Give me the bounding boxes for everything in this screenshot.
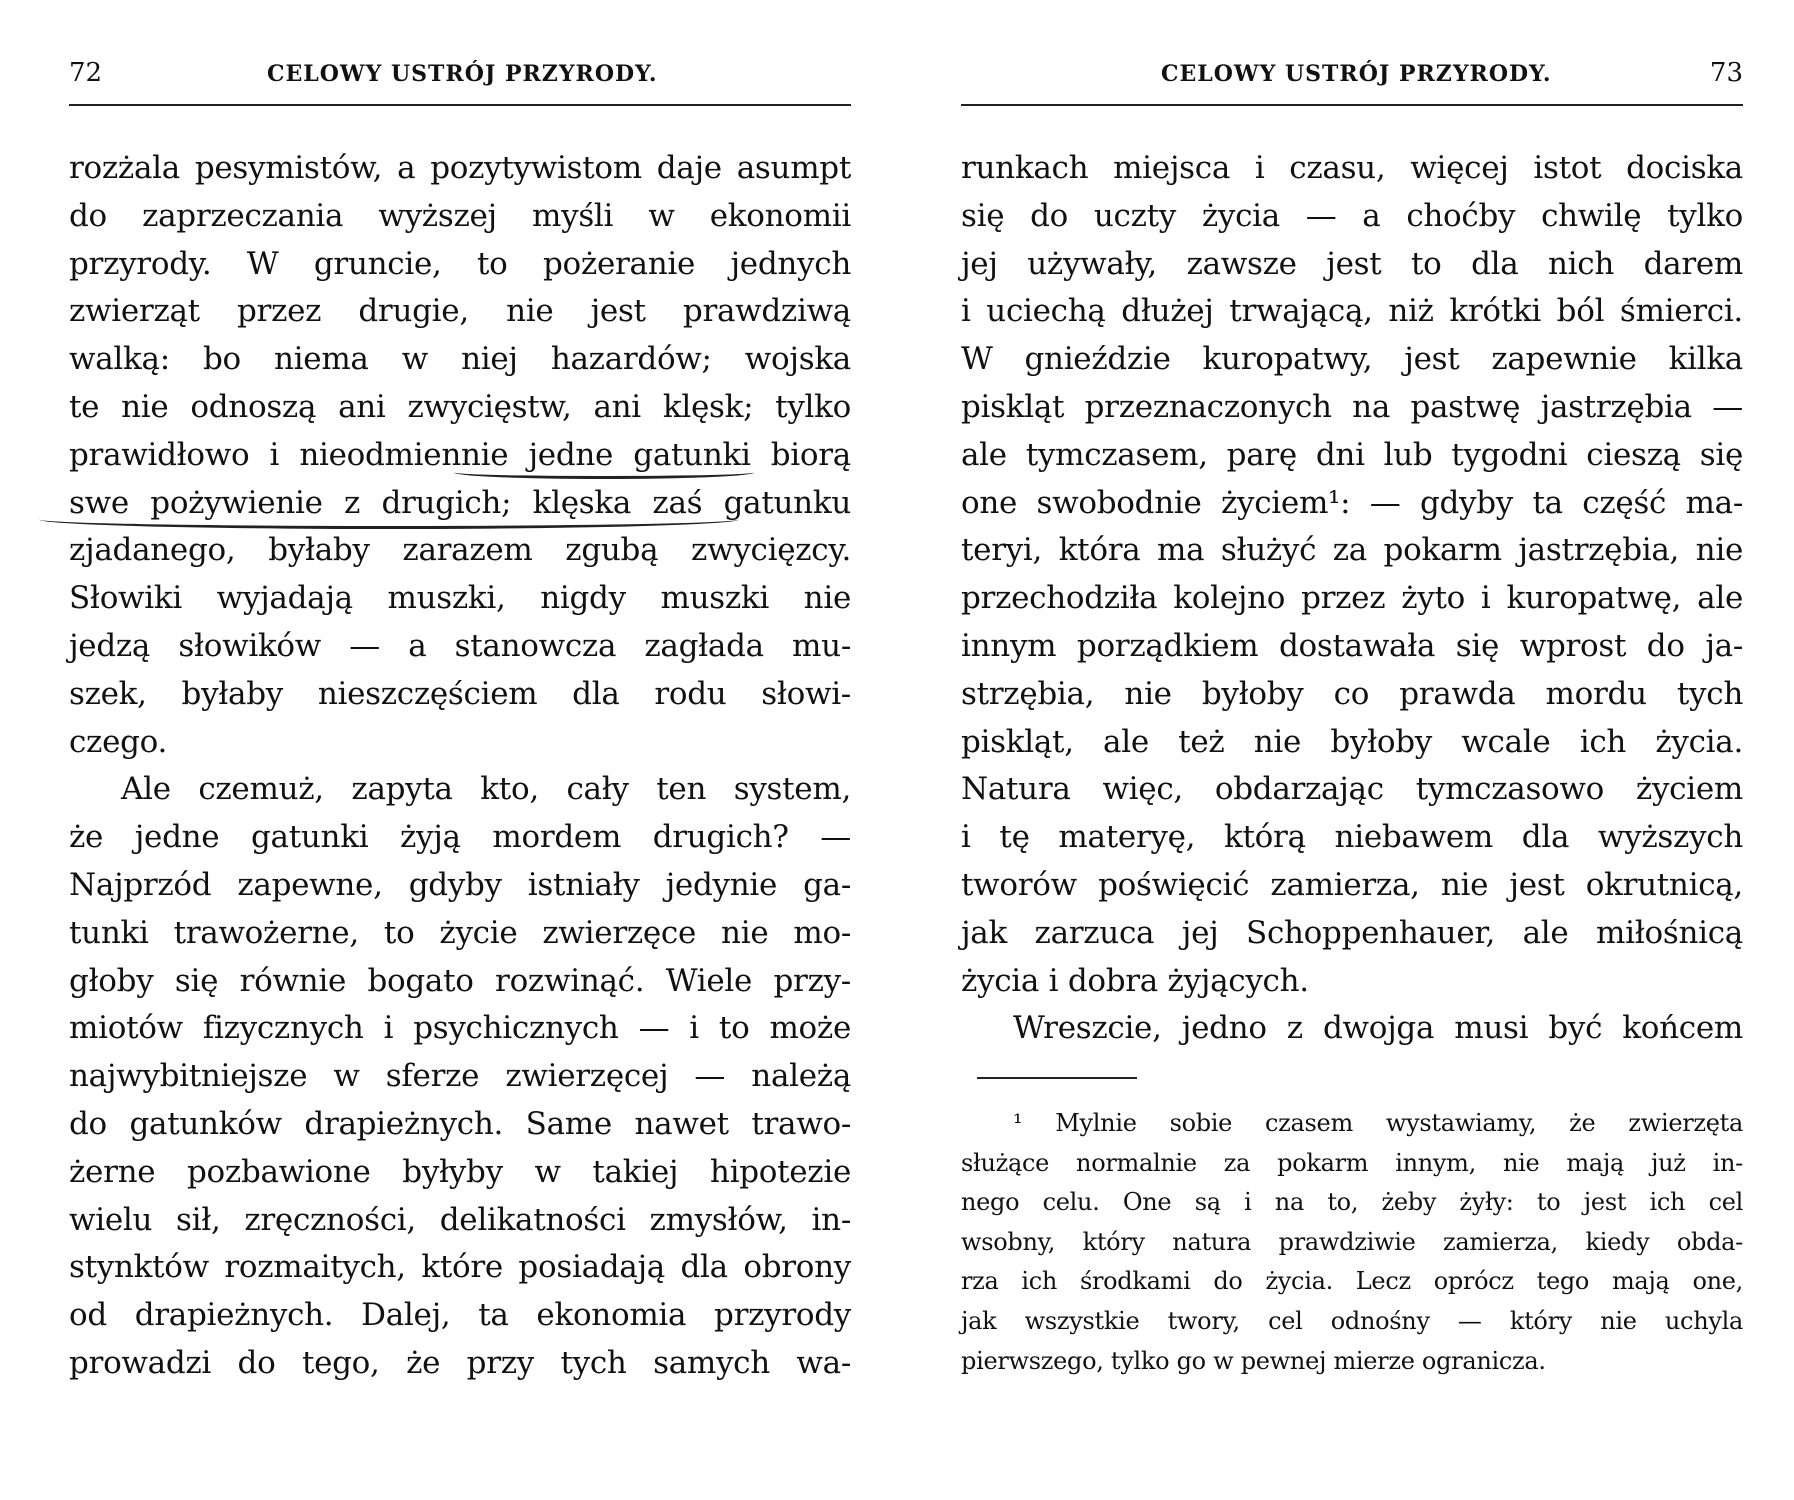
header-rule: [69, 104, 851, 106]
page-header: [69, 58, 851, 92]
text-line: runkach miejsca i czasu, więcej istot dociska: [961, 150, 1743, 186]
text-line: Wreszcie, jedno z dwojga musi być końcem: [1013, 1010, 1743, 1047]
text-line: wsobny, który natura prawdziwie zamierza, kiedy obda-: [961, 1227, 1743, 1256]
text-line: jak zarzuca jej Schoppenhauer, ale miłośnicą: [961, 914, 1743, 951]
text-line: się do uczty życia — a choćby chwilę tylko: [961, 197, 1743, 234]
text-line: służące normalnie za pokarm innym, nie mają już in-: [961, 1148, 1743, 1177]
text-line: tworów poświęcić zamierza, nie jest okrutnicą,: [961, 866, 1743, 903]
text-line: Słowiki wyjadają muszki, nigdy muszki nie: [69, 580, 851, 617]
text-line: swe pożywienie z drugich; klęska zaś gatunku: [69, 484, 851, 521]
page-number: 72: [69, 58, 103, 88]
footnote: [961, 1104, 1743, 1381]
text-line: Ale czemuż, zapyta kto, cały ten system,: [121, 771, 851, 808]
text-line: prowadzi do tego, że przy tych samych wa-: [69, 1344, 851, 1381]
text-line: nego celu. One są i na to, żeby żyły: to jest ich cel: [961, 1188, 1743, 1217]
text-line: że jedne gatunki żyją mordem drugich? —: [69, 819, 851, 856]
text-line: i uciechą dłużej trwającą, niż krótki ból śmierci.: [961, 293, 1743, 330]
text-line: żerne pozbawione byłyby w takiej hipotezie: [69, 1153, 851, 1190]
text-line: Najprzód zapewne, gdyby istniały jedynie ga-: [69, 866, 851, 903]
text-line: zjadanego, byłaby zarazem zgubą zwycięzcy.: [69, 532, 851, 569]
page-number: 73: [1709, 58, 1743, 88]
text-line: teryi, która ma służyć za pokarm jastrzębia, nie: [961, 532, 1743, 569]
text-line: najwybitniejsze w sferze zwierzęcej — należą: [69, 1058, 851, 1095]
text-line: życia i dobra żyjących.: [961, 962, 1309, 999]
text-line: jej używały, zawsze jest to dla nich darem: [961, 245, 1743, 282]
footnote-rule: [977, 1077, 1137, 1079]
text-line: od drapieżnych. Dalej, ta ekonomia przyrody: [69, 1297, 851, 1334]
text-line: miotów fizycznych i psychicznych — i to może: [69, 1010, 851, 1047]
text-line: Natura więc, obdarzając tymczasowo życiem: [961, 771, 1743, 808]
body-text: [961, 145, 1743, 1053]
page-header: [961, 58, 1743, 92]
pencil-underline: [454, 466, 754, 479]
text-line: głoby się równie bogato rozwinąć. Wiele przy-: [69, 962, 851, 999]
text-line: rozżala pesymistów, a pozytywistom daje asumpt: [69, 150, 851, 186]
text-line: te nie odnoszą ani zwycięstw, ani klęsk; tylko: [69, 388, 851, 425]
text-line: piskląt, ale też nie byłoby wcale ich życia.: [961, 723, 1743, 760]
text-line: do gatunków drapieżnych. Same nawet trawo-: [69, 1105, 851, 1142]
text-line: strzębia, nie byłoby co prawda mordu tych: [961, 675, 1743, 712]
text-line: ale tymczasem, parę dni lub tygodni cieszą się: [961, 436, 1743, 473]
text-line: do zaprzeczania wyższej myśli w ekonomii: [69, 197, 851, 234]
text-line: i tę materyę, którą niebawem dla wyższych: [961, 819, 1743, 856]
text-line: innym porządkiem dostawała się wprost do ja-: [961, 627, 1743, 664]
running-head: CELOWY USTRÓJ PRZYRODY.: [1161, 61, 1552, 87]
text-line: czego.: [69, 723, 168, 760]
text-line: przyrody. W gruncie, to pożeranie jednych: [69, 245, 851, 282]
text-line: ¹ Mylnie sobie czasem wystawiamy, że zwierzęta: [1013, 1109, 1743, 1137]
text-line: piskląt przeznaczonych na pastwę jastrzębia —: [961, 388, 1743, 425]
body-text: [69, 145, 851, 1388]
text-line: szek, byłaby nieszczęściem dla rodu słowi-: [69, 675, 851, 712]
text-line: przechodziła kolejno przez żyto i kuropatwę, ale: [961, 580, 1743, 617]
text-line: tunki trawożerne, to życie zwierzęce nie mo-: [69, 914, 851, 951]
text-line: pierwszego, tylko go w pewnej mierze ogranicza.: [961, 1346, 1546, 1375]
text-line: prawidłowo i nieodmiennie jedne gatunki biorą: [69, 436, 851, 473]
text-line: one swobodnie życiem¹: — gdyby ta część ma-: [961, 484, 1743, 521]
text-line: wielu sił, zręczności, delikatności zmysłów, in-: [69, 1201, 851, 1238]
text-line: jak wszystkie twory, cel odnośny — który nie uchyla: [961, 1306, 1743, 1335]
text-line: zwierząt przez drugie, nie jest prawdziwą: [69, 293, 851, 330]
header-rule: [961, 104, 1743, 106]
text-line: rza ich środkami do życia. Lecz oprócz tego mają one,: [961, 1267, 1743, 1296]
text-line: jedzą słowików — a stanowcza zagłada mu-: [69, 627, 851, 664]
running-head: CELOWY USTRÓJ PRZYRODY.: [267, 61, 658, 87]
pencil-underline: [39, 510, 739, 529]
text-line: stynktów rozmaitych, które posiadają dla obrony: [69, 1249, 851, 1286]
text-line: walką: bo niema w niej hazardów; wojska: [69, 341, 851, 378]
text-line: W gnieździe kuropatwy, jest zapewnie kilka: [961, 341, 1743, 378]
